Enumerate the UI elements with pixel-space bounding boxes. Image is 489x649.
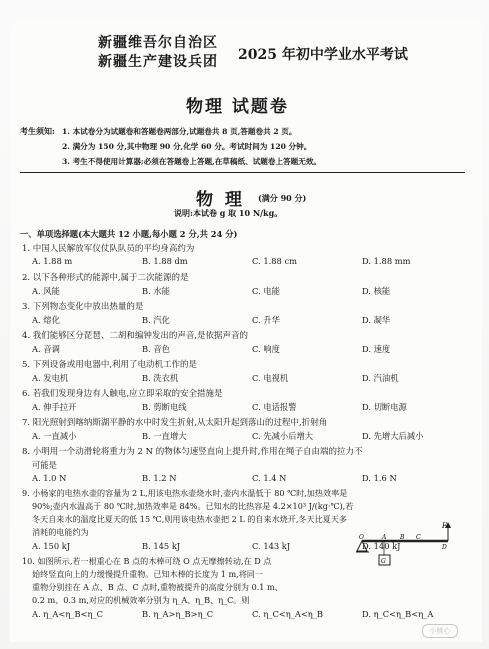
q3-option-c: C. 升华 (252, 315, 280, 325)
q7-option-a: A. 一直减小 (32, 431, 77, 441)
q10-stem: 10. 如图所示,若一根重心在 B 点的木棒可绕 O 点无摩擦转动,在 D 点 (22, 556, 272, 566)
q1-option-c: C. 1.88 cm (252, 256, 297, 266)
point-c-label: C (416, 534, 421, 541)
q9-option-c: C. 143 kJ (252, 541, 291, 551)
divider (20, 172, 465, 173)
q5-option-b: B. 洗衣机 (142, 373, 179, 383)
q7-stem: 7. 阳光照射到喀纳斯湖平静的水中时发生折射,从太阳升起到落山的过程中,折射角 (22, 418, 328, 428)
q8-option-d: D. 1.6 N (362, 473, 397, 483)
q6-option-d: D. 切断电源 (362, 402, 407, 412)
q9-stem-2: 90%;壶内水温高于 80 ℃时,加热效率是 84%。已知水的比热容是 4.2×10³ J/(kg·℃),若 (32, 501, 354, 511)
watermark-stamp: 小桃心 (422, 624, 458, 638)
q10-stem-2: 始终竖直向上的力缓慢提升重物。已知木棒的长度为 1 m,将同一 (32, 569, 263, 579)
q1-option-a: A. 1.88 m (32, 256, 73, 266)
pivot-support (357, 541, 367, 551)
q8-option-c: C. 1.4 N (252, 473, 287, 483)
notice-label: 考生须知: (20, 126, 55, 136)
q2-option-d: D. 核能 (362, 286, 391, 296)
q4-option-d: D. 速度 (362, 344, 391, 354)
notice-line-3: 3. 考生不得使用计算器;必须在答题卷上答题,在草稿纸、试题卷上答题无效。 (62, 157, 322, 166)
section-heading: 一、单项选择题(本大题共 12 小题,每小题 2 分,共 24 分) (20, 229, 238, 239)
q3-option-a: A. 熔化 (32, 315, 60, 325)
q1-stem: 1. 中国人民解放军仪仗队队员的平均身高约为 (22, 244, 195, 254)
q4-option-c: C. 响度 (252, 344, 280, 354)
point-d-label: D (442, 544, 447, 551)
q3-stem: 3. 下列物态变化中放出热量的是 (22, 302, 144, 312)
q9-option-b: B. 145 kJ (142, 541, 181, 551)
q9-stem-3: 冬天自来水的温度比夏天的低 15 ℃,则用该电热水壶把 2 L 的自来水烧开,冬天比夏天多 (32, 514, 347, 524)
q9-option-a: A. 150 kJ (32, 541, 71, 551)
q2-option-c: C. 电能 (252, 286, 280, 296)
q2-stem: 2. 以下各种形式的能源中,属于二次能源的是 (22, 273, 189, 283)
q10-option-b: B. η_A>η_B>η_C (142, 609, 214, 619)
q10-stem-3: 重物分别挂在 A 点、B 点、C 点时,重物被提升的高度分别为 0.1 m、 (32, 582, 283, 592)
q10-option-d: D. η_C<η_B<η_A (362, 609, 434, 619)
q8-stem: 8. 小明用一个动滑轮将重力为 2 N 的物体匀速竖直向上提升时,作用在绳子自由端的拉力不 (22, 447, 363, 457)
q6-option-b: B. 剪断电线 (142, 402, 187, 412)
q9-option-d: D. 140 kJ (362, 541, 401, 551)
org-line-1: 新疆维吾尔自治区 (98, 35, 218, 51)
q8-option-a: A. 1.0 N (32, 473, 67, 483)
physics-note: 说明:本试卷 g 取 10 N/kg。 (174, 208, 283, 218)
exam-title: 2025 年初中学业水平考试 (238, 47, 408, 63)
notice-line-2: 2. 满分为 150 分,其中物理 90 分,化学 60 分。考试时间为 120 分钟。 (62, 142, 312, 151)
q3-option-b: B. 汽化 (142, 315, 170, 325)
q4-option-a: A. 音调 (32, 344, 60, 354)
q10-stem-4: 0.2 m、0.3 m,对应的机械效率分别为 η_A、η_B、η_C。则 (32, 595, 250, 605)
physics-title: 物 理 (196, 190, 245, 210)
point-o-label: O (359, 534, 364, 541)
q4-stem: 4. 我们能够区分琵琶、二胡和编钟发出的声音,是依据声音的 (22, 331, 249, 341)
q8-option-b: B. 1.2 N (142, 473, 177, 483)
q8-stem-2: 可能是 (32, 460, 57, 470)
q9-stem-4: 消耗的电能约为 (32, 527, 89, 537)
org-line-2: 新疆生产建设兵团 (98, 54, 218, 70)
q5-stem: 5. 下列设备或用电器中,利用了电动机工作的是 (22, 360, 198, 370)
point-a-label: A (382, 534, 387, 541)
q1-option-d: D. 1.88 mm (362, 256, 411, 266)
force-label: F (442, 522, 447, 530)
weight-label: G (381, 558, 386, 565)
point-b-label: B (400, 534, 405, 541)
q7-option-c: C. 先减小后增大 (252, 431, 314, 441)
physics-score: (满分 90 分) (258, 193, 307, 203)
q6-option-a: A. 伸手拉开 (32, 402, 77, 412)
q10-option-c: C. η_C<η_A<η_B (252, 609, 324, 619)
q3-option-d: D. 凝华 (362, 315, 391, 325)
q4-option-b: B. 音色 (142, 344, 170, 354)
paper-title: 物理 试题卷 (186, 97, 289, 117)
notice-line-1: 1. 本试卷分为试题卷和答题卷两部分,试题卷共 8 页,答题卷共 2 页。 (62, 127, 297, 136)
lever-figure (356, 521, 456, 581)
q2-option-a: A. 风能 (32, 286, 60, 296)
q9-stem: 9. 小杨家的电热水壶的容量为 2 L,用该电热水壶烧水时,壶内水温低于 80 ℃时,加热效率是 (22, 488, 348, 498)
q2-option-b: B. 水能 (142, 286, 170, 296)
q10-option-a: A. η_A<η_B<η_C (32, 609, 103, 619)
q1-option-b: B. 1.88 dm (142, 256, 188, 266)
q6-stem: 6. 若我们发现身边有人触电,应立即采取的安全措施是 (22, 389, 223, 399)
q5-option-a: A. 发电机 (32, 373, 69, 383)
q6-option-c: C. 电话报警 (252, 402, 297, 412)
q5-option-c: C. 电视机 (252, 373, 289, 383)
q7-option-b: B. 一直增大 (142, 431, 187, 441)
q7-option-d: D. 先增大后减小 (362, 431, 424, 441)
q5-option-d: D. 汽油机 (362, 373, 399, 383)
